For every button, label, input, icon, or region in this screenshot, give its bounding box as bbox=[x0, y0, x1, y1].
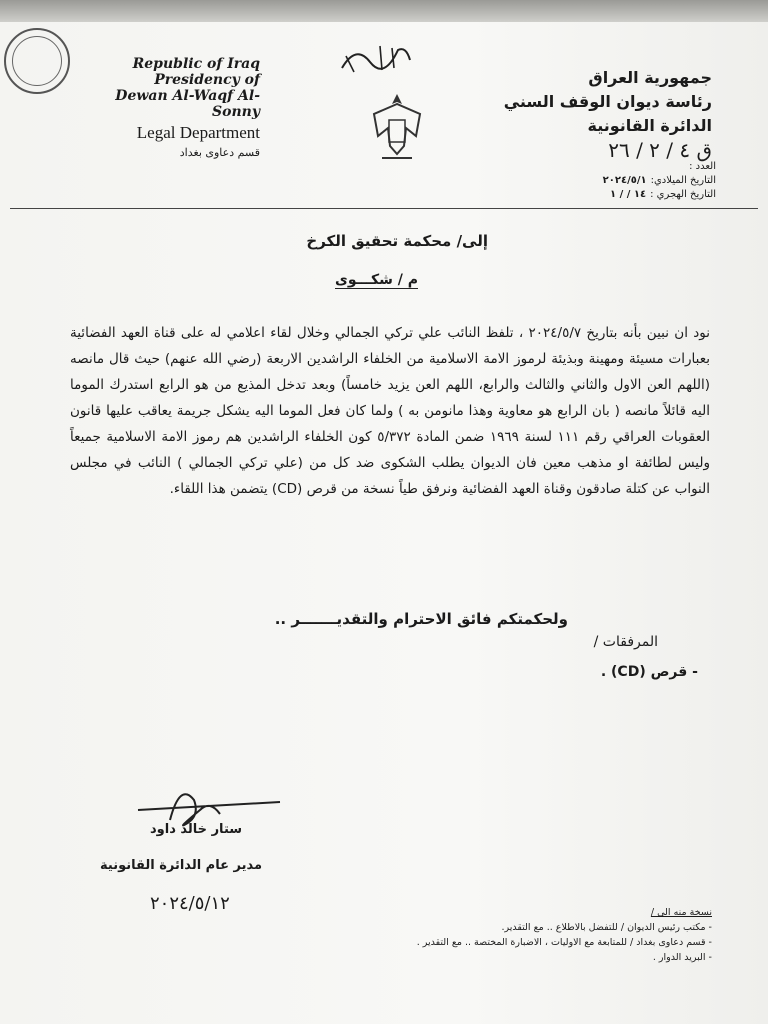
letterhead-ar-presidency: رئاسة ديوان الوقف السني bbox=[503, 92, 712, 111]
letterhead-republic: Republic of Iraq bbox=[132, 56, 260, 72]
attachment-item: - قرص (CD) . bbox=[600, 664, 698, 680]
copy-item: - البريد الدوار . bbox=[652, 952, 712, 963]
subject: م / شكـــوى bbox=[335, 272, 418, 288]
copy-item: - قسم دعاوى بغداد / للمتابعة مع الاوليات ، الاضبارة المختصة .. مع التقدير . bbox=[416, 937, 712, 948]
signatory-name: ستار خالد داود bbox=[150, 822, 243, 837]
letterhead-dewan: Dewan Al-Waqf Al- Sonny bbox=[115, 88, 260, 120]
copies-list bbox=[340, 905, 712, 965]
copies-heading: نسخة منه الى / bbox=[650, 907, 712, 918]
hijri-date-value: ١٤ / / ١ bbox=[610, 189, 647, 200]
arabic-letterhead bbox=[472, 66, 712, 162]
gregorian-date-value: ٢٠٢٤/٥/١ bbox=[602, 175, 647, 186]
letterhead-section: قسم دعاوى بغداد bbox=[179, 146, 260, 159]
closing-line: ولحكمتكم فائق الاحترام والتقديـــــــر .. bbox=[274, 610, 568, 628]
recipient: إلى/ محكمة تحقيق الكرخ bbox=[306, 232, 488, 250]
basmala-calligraphy bbox=[336, 38, 416, 78]
copy-item: - مكتب رئيس الديوان / للتفضل بالاطلاع .. مع التقدير. bbox=[501, 922, 712, 933]
reference-number: ق ٤ / ٢ / ٢٦ bbox=[608, 138, 712, 162]
attachments-heading: المرفقات / bbox=[593, 634, 658, 650]
letter-body: نود ان نبين بأنه بتاريخ ٢٠٢٤/٥/٧ ، تلفظ النائب علي تركي الجمالي وخلال لقاء اعلامي له على قناة العهد الفضائية بعبارات مسيئة ومهينة وبذيئة لرموز الامة الاسلامية من الخلفاء الراشدين الاربعة (رضي الله عنهم) حيث قال مانصه (اللهم العن الاول والثاني والثالث والرابع، اللهم العن يزيد خامساً) وبعد تدخل المذيع من هو الرابع استدرك الموما اليه قائلاً مانصه ( بان الرابع هو معاوية وهذا مانومن به ) ولما كان فعل الموما اليه يشكل جريمة يعاقب عليها قانون العقوبات العراقي رقم ١١١ لسنة ١٩٦٩ ضمن المادة ٥/٣٧٢ كون الخلفاء الراشدين هم رموز الامة الاسلامية جميعاً وليس لطائفة او مذهب معين فان الديوان يطلب الشكوى ضد كل من (علي تركي الجمالي ) النائب في مجلس النواب عن كتلة صادقون وقناة العهد الفضائية ونرفق طياً نسخة من قرص (CD) يتضمن هذا اللقاء. bbox=[70, 325, 710, 497]
header-divider bbox=[10, 208, 758, 209]
signature-date: ٢٠٢٤/٥/١٢ bbox=[150, 893, 230, 914]
scan-edge bbox=[0, 0, 768, 22]
gregorian-date-label: التاريخ الميلادي: bbox=[650, 175, 716, 186]
letterhead-ar-department: الدائرة القانونية bbox=[587, 116, 712, 135]
letterhead-ar-republic: جمهورية العراق bbox=[588, 68, 712, 87]
eagle-emblem-icon bbox=[368, 88, 426, 168]
document-meta bbox=[516, 160, 716, 202]
number-label: العدد : bbox=[689, 161, 716, 172]
english-letterhead bbox=[70, 56, 260, 159]
letterhead-department: Legal Department bbox=[136, 123, 260, 142]
signatory-title: مدير عام الدائرة القانونية bbox=[100, 858, 263, 873]
ministry-seal-logo bbox=[4, 28, 70, 94]
letterhead-presidency: Presidency of bbox=[154, 72, 260, 88]
hijri-date-label: التاريخ الهجري : bbox=[650, 189, 716, 200]
